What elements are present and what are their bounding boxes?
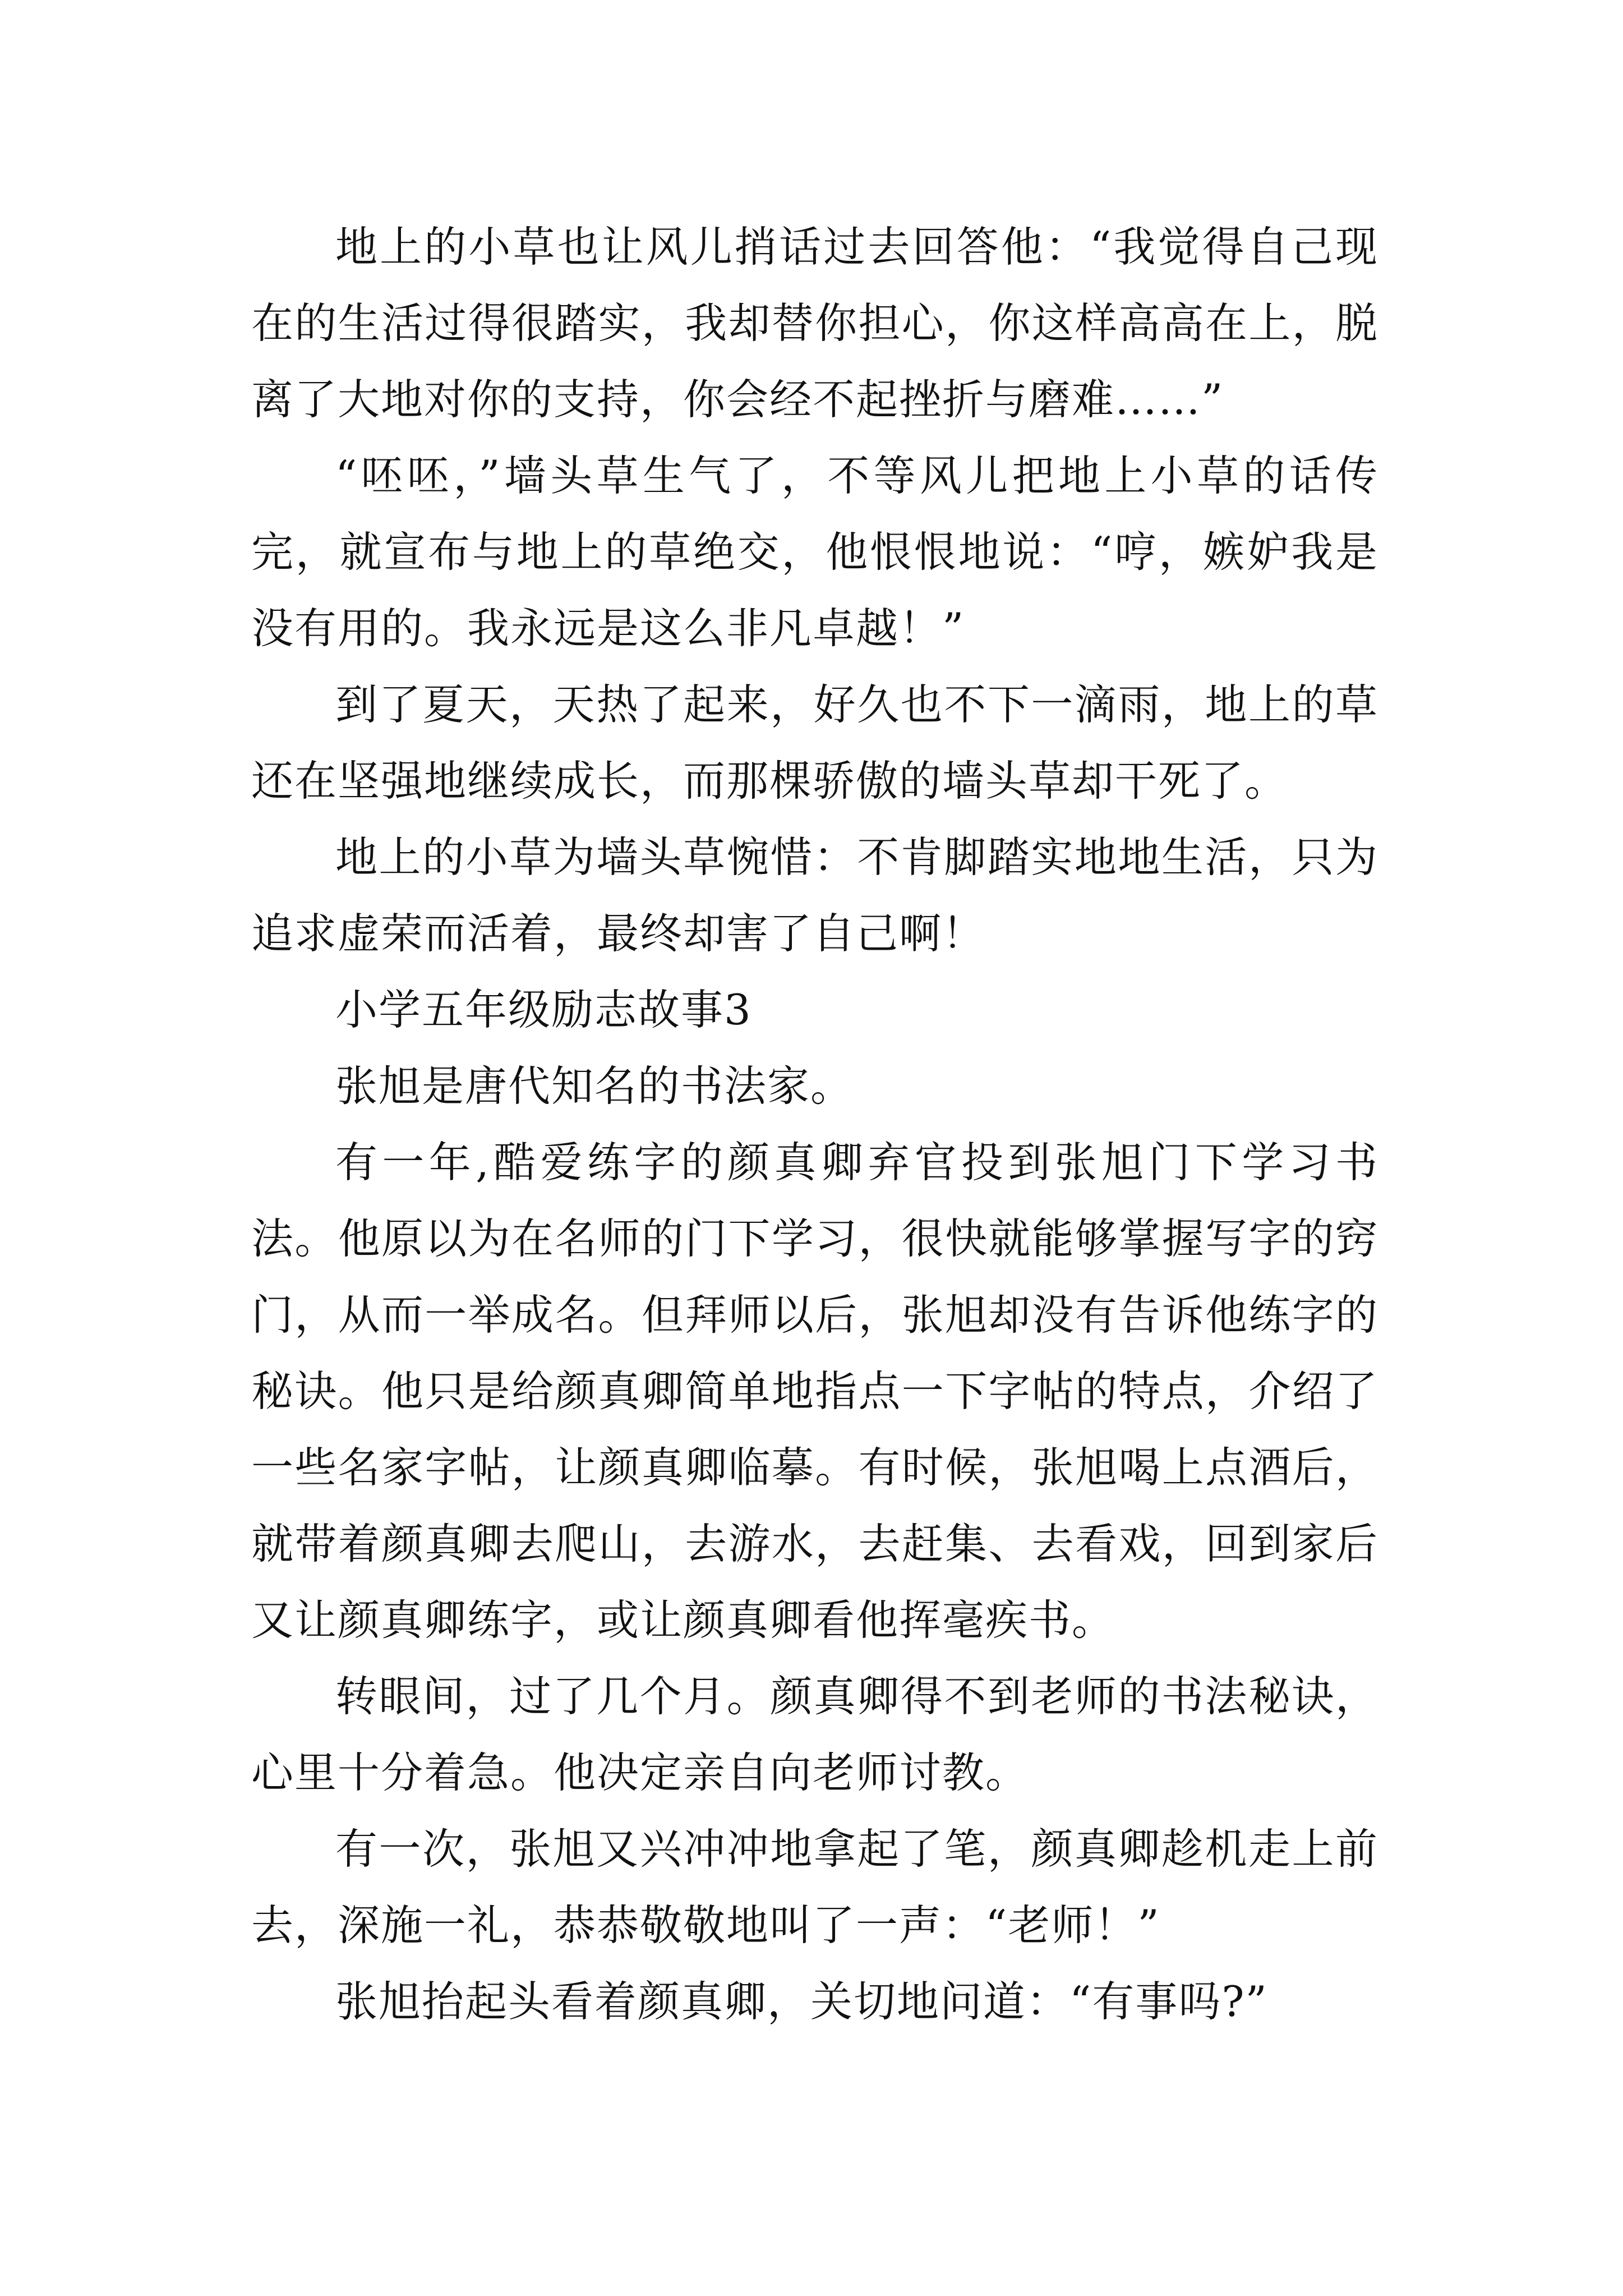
section-heading: 小学五年级励志故事3 — [335, 985, 752, 1034]
document-body — [251, 209, 1378, 2040]
paragraph: 有一年,酷爱练字的颜真卿弃官投到张旭门下学习书法。他原以为在名师的门下学习，很快就能够掌握写字的窍门，从而一举成名。但拜师以后，张旭却没有告诉他练字的秘诀。他只是给颜真卿简单地指点一下字帖的特点，介绍了一些名家字帖，让颜真卿临摹。有时候，张旭喝上点酒后，就带着颜真卿去爬山，去游水，去赶集、去看戏，回到家后又让颜真卿练字，或让颜真卿看他挥毫疾书。 — [251, 1138, 1378, 1645]
paragraph: 转眼间，过了几个月。颜真卿得不到老师的书法秘诀，心里十分着急。他决定亲自向老师讨教。 — [251, 1672, 1378, 1797]
paragraph: 张旭抬起头看着颜真卿，关切地问道：“有事吗?” — [335, 1977, 1268, 2026]
paragraph: 到了夏天，天热了起来，好久也不下一滴雨，地上的草还在坚强地继续成长，而那棵骄傲的墙头草却干死了。 — [251, 680, 1378, 806]
paragraph: 张旭是唐代知名的书法家。 — [335, 1061, 854, 1111]
paragraph: 地上的小草为墙头草惋惜：不肯脚踏实地地生活，只为追求虚荣而活着，最终却害了自己啊！ — [251, 832, 1378, 958]
paragraph: 地上的小草也让风儿捎话过去回答他：“我觉得自己现在的生活过得很踏实，我却替你担心，你这样高高在上，脱离了大地对你的支持，你会经不起挫折与磨难……” — [251, 222, 1378, 424]
paragraph: “呸呸，”墙头草生气了，不等风儿把地上小草的话传完，就宣布与地上的草绝交，他恨恨地说：“哼，嫉妒我是没有用的。我永远是这么非凡卓越！” — [251, 451, 1378, 653]
paragraph: 有一次，张旭又兴冲冲地拿起了笔，颜真卿趁机走上前去，深施一礼，恭恭敬敬地叫了一声：“老师！” — [251, 1824, 1378, 1950]
